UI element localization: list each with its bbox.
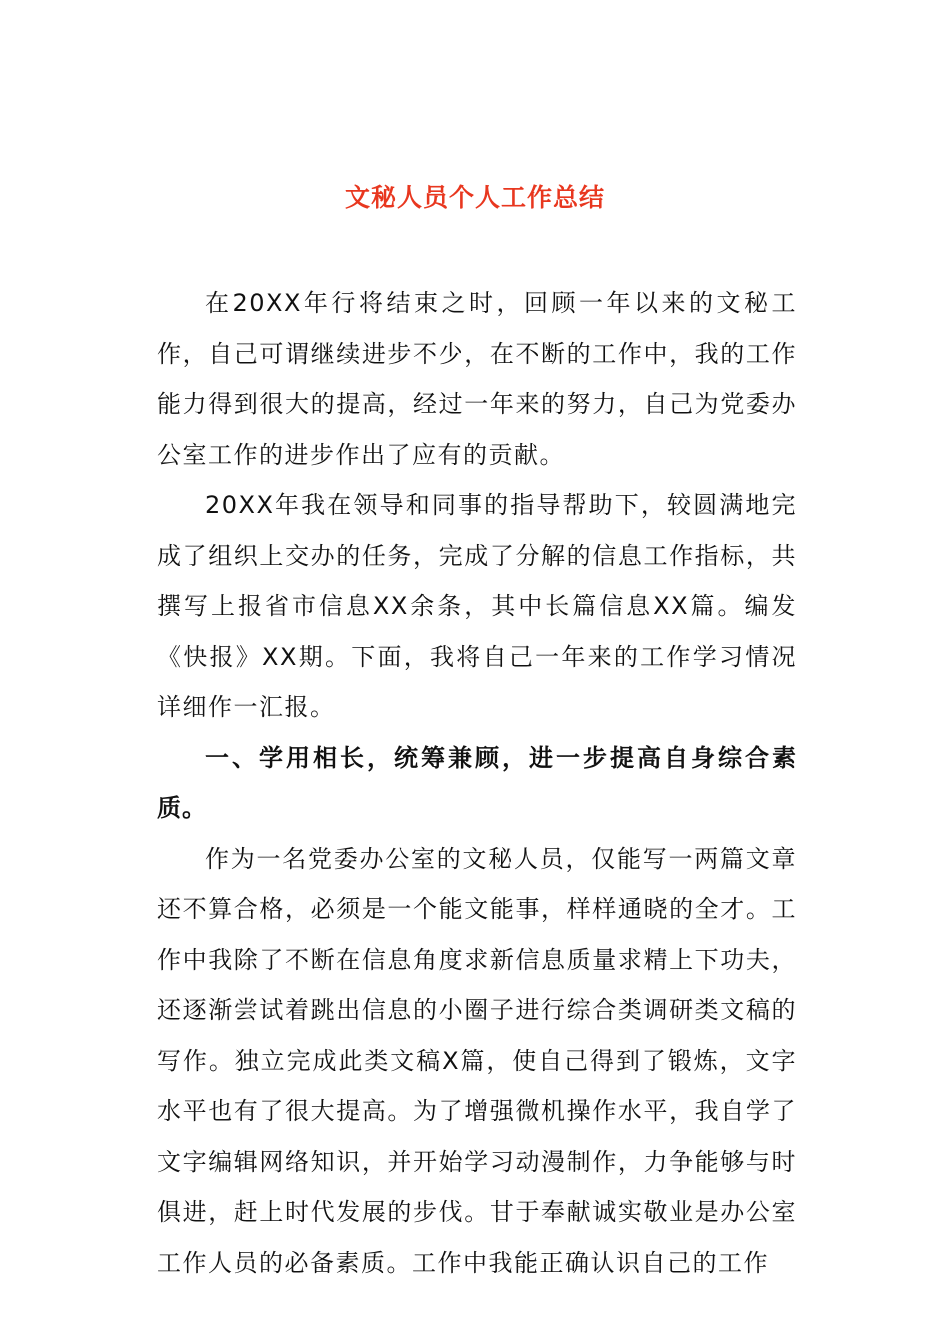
- intro-paragraph: 在20XX年行将结束之时，回顾一年以来的文秘工作，自己可谓继续进步不少，在不断的工作中，我的工作能力得到很大的提高，经过一年来的努力，自己为党委办公室工作的进步作出了应有的贡献。: [157, 289, 797, 469]
- section-paragraph: 作为一名党委办公室的文秘人员，仅能写一两篇文章还不算合格，必须是一个能文能事，样样通晓的全才。工作中我除了不断在信息角度求新信息质量求精上下功夫，还逐渐尝试着跳出信息的小圈子进行综合类调研类文稿的写作。独立完成此类文稿X篇，使自己得到了锻炼，文字水平也有了很大提高。为了增强微机操作水平，我自学了文字编辑网络知识，并开始学习动漫制作，力争能够与时俱进，赶上时代发展的步伐。甘于奉献诚实敬业是办公室工作人员的必备素质。工作中我能正确认识自己的工作: [157, 844, 797, 1277]
- document-title: 文秘人员个人工作总结: [344, 183, 605, 212]
- summary-paragraph: 20XX年我在领导和同事的指导帮助下，较圆满地完成了组织上交办的任务，完成了分解的信息工作指标，共撰写上报省市信息XX余条，其中长篇信息XX篇。编发《快报》XX期。下面，我将自己一年来的工作学习情况详细作一汇报。: [157, 491, 797, 721]
- section-heading: 一、学用相长，统筹兼顾，进一步提高自身综合素质。: [157, 743, 797, 822]
- document-body: [157, 278, 797, 1288]
